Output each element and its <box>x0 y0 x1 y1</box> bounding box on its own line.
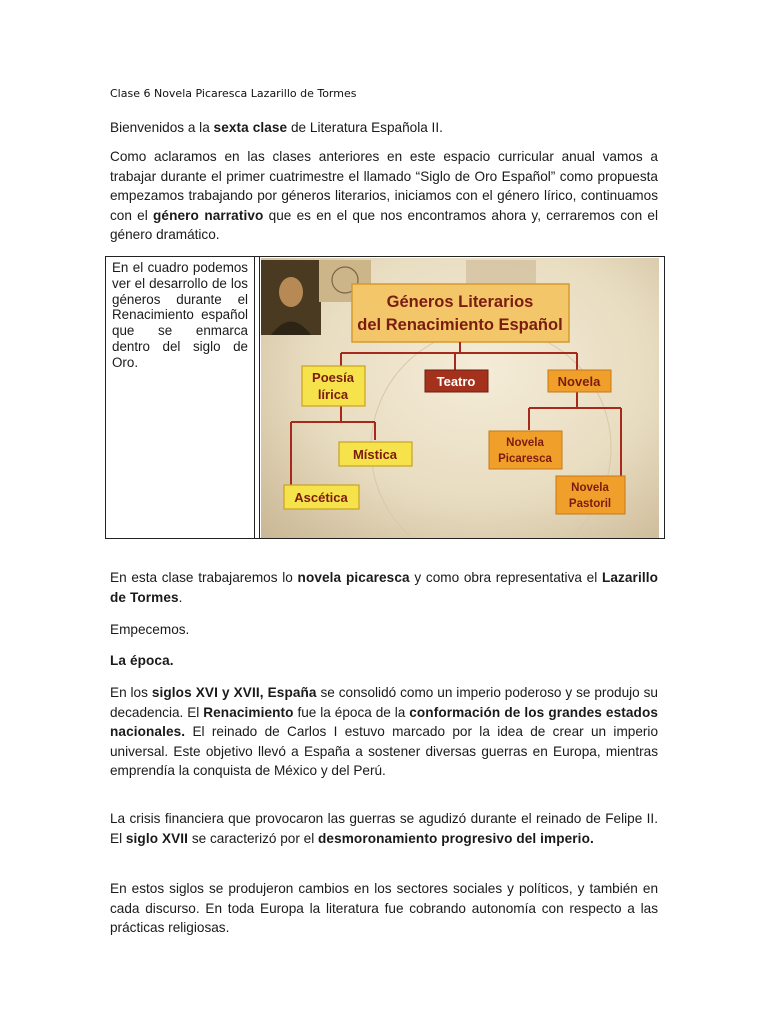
genres-diagram <box>261 258 659 538</box>
epoch-heading <box>110 651 658 671</box>
node-teatro-label: Teatro <box>436 374 476 389</box>
epoch2-bold-2: desmoronamiento progresivo del imperio. <box>318 830 594 846</box>
start-paragraph: Empecemos. <box>110 622 190 637</box>
epoch1-bold-3: conformación de los grandes estados nacionales. <box>110 704 659 740</box>
intro-bold: género narrativo <box>153 207 264 223</box>
epoch1-bold-2: Renacimiento <box>203 704 294 720</box>
intro-paragraph <box>110 147 658 245</box>
sketch-strip <box>466 260 536 284</box>
node-picaresca-line-1: Novela <box>506 437 544 449</box>
genres-figure-table <box>105 256 665 539</box>
intro-text: Como aclaramos en las clases anteriores en este espacio curricular anual vamos a trabajar durante el primer cuatrimestre el llamado “Siglo de Oro Español” como propuesta empezamos trabajando por géneros literarios, iniciamos con el género lírico, continuamos con el <box>110 149 658 223</box>
intro-text-end: que es en el que nos encontramos ahora y, cerraremos con el género dramático. <box>110 207 658 243</box>
node-poesia-line-2: lírica <box>317 387 349 402</box>
figure-caption: En el cuadro podemos ver el desarrollo de los géneros durante el Renacimiento español que se enmarca dentro del siglo de Oro. <box>112 260 248 370</box>
title-line-2: del Renacimiento Español <box>357 316 563 334</box>
epoch2-text-2: se caracterizó por el <box>188 830 319 846</box>
epoch1-text-4: El reinado de Carlos I estuvo marcado por la idea de crear un imperio universal. Este objetivo llevó a España a sostener diversas guerras en Europa, mientras emprendía la conquista de México y del Perú. <box>110 724 658 779</box>
painting-face <box>279 277 303 307</box>
epoch-paragraph-1 <box>110 683 658 781</box>
title-line-1: Géneros Literarios <box>386 293 534 311</box>
figure-divider <box>254 257 260 538</box>
node-pastoril-line-1: Novela <box>571 482 609 494</box>
class-topic-paragraph <box>110 568 658 607</box>
welcome-bold: sexta clase <box>213 120 288 135</box>
topic-bold-1: novela picaresca <box>297 570 410 585</box>
topic-text-3: . <box>178 589 183 605</box>
node-picaresca-line-2: Picaresca <box>498 453 552 465</box>
topic-text-2: y como obra representativa el <box>409 570 602 585</box>
epoch2-text-1: La crisis financiera que provocaron las guerras se agudizó durante el reinado de Felipe II. El <box>110 811 658 846</box>
topic-bold-2: Lazarillo de Tormes <box>110 570 658 605</box>
node-novela-label: Novela <box>557 374 601 389</box>
epoch1-bold-1: siglos XVI y XVII, España <box>151 685 317 700</box>
node-poesia-line-1: Poesía <box>312 370 354 385</box>
welcome-text-end: de Literatura Española II. <box>287 120 443 135</box>
welcome-paragraph <box>110 118 658 138</box>
welcome-text: Bienvenidos a la <box>110 120 214 135</box>
node-pastoril-line-2: Pastoril <box>568 498 612 510</box>
genres-diagram-image <box>261 258 659 538</box>
epoch1-text-2: se consolidó como un imperio poderoso y se produjo su decadencia. El <box>110 685 658 720</box>
epoch1-text-3: fue la época de la <box>293 704 410 720</box>
node-mistica-label: Mística <box>352 447 398 462</box>
node-ascetica-label: Ascética <box>294 490 348 505</box>
epoch2-bold-1: siglo XVII <box>125 830 189 846</box>
epoch-heading-text: La época. <box>110 653 174 668</box>
epoch-paragraph-2 <box>110 809 658 848</box>
epoch-paragraph-3: En estos siglos se produjeron cambios en los sectores sociales y políticos, y también en cada discurso. En toda Europa la literatura fue cobrando autonomía con respecto a las prácticas religiosas. <box>110 881 658 936</box>
class-heading: Clase 6 Novela Picaresca Lazarillo de Tormes <box>110 87 357 100</box>
topic-text: En esta clase trabajaremos lo <box>110 570 298 585</box>
epoch1-text-1: En los <box>110 685 152 700</box>
